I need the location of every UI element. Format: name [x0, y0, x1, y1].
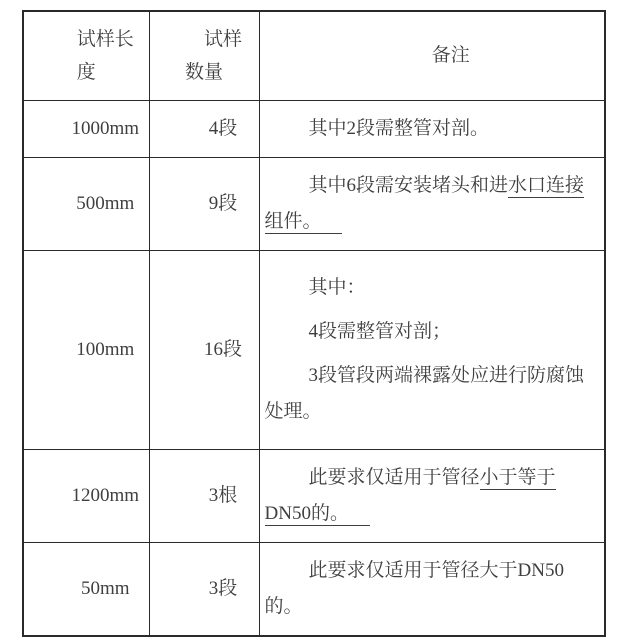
header-remarks — [259, 11, 605, 100]
header-line: 备注 — [431, 45, 470, 67]
underlined-text: 水口连接 — [508, 174, 585, 196]
remark-paragraph — [265, 111, 600, 147]
remark-text: 其中2段需整管对剖。 — [308, 117, 490, 139]
table-header — [23, 11, 605, 100]
remark-paragraph — [265, 270, 600, 306]
length-cell: 100mm — [23, 250, 149, 449]
remarks-cell — [259, 100, 605, 157]
table-row — [23, 449, 605, 542]
remarks-cell — [259, 542, 605, 636]
table-row — [23, 542, 605, 636]
header-line: 试样 — [203, 28, 242, 50]
remark-paragraph — [265, 553, 600, 625]
table-body — [23, 100, 605, 636]
header-sample-length — [23, 11, 149, 100]
remark-text: 其中6段需安装堵头和进 — [308, 174, 509, 196]
count-cell: 16段 — [149, 250, 259, 449]
header-line: 度 — [76, 61, 96, 83]
remark-text: 的。 — [264, 595, 303, 617]
remarks-cell — [259, 449, 605, 542]
length-cell: 1200mm — [23, 449, 149, 542]
remark-text: 处理。 — [264, 400, 322, 422]
remarks-cell — [259, 250, 605, 449]
remark-text: 4段需整管对剖； — [308, 320, 452, 342]
remark-text: 3段管段两端裸露处应进行防腐蚀 — [308, 364, 585, 386]
count-cell: 4段 — [149, 100, 259, 157]
underlined-text: 组件。 — [265, 211, 343, 234]
remark-text: 其中： — [308, 276, 366, 298]
remark-text: 此要求仅适用于管径大于DN50 — [308, 559, 564, 581]
remark-text: 此要求仅适用于管径 — [308, 466, 480, 488]
remark-paragraph — [265, 460, 600, 532]
header-line: 数量 — [184, 61, 223, 83]
remark-paragraph — [265, 168, 600, 240]
remarks-cell — [259, 157, 605, 250]
table-row — [23, 250, 605, 449]
underlined-text: 小于等于 — [479, 466, 556, 488]
table-row — [23, 100, 605, 157]
table-row — [23, 157, 605, 250]
sample-spec-table — [22, 10, 606, 637]
length-cell: 1000mm — [23, 100, 149, 157]
length-cell: 50mm — [23, 542, 149, 636]
count-cell: 3根 — [149, 449, 259, 542]
header-sample-count — [149, 11, 259, 100]
underlined-text: DN50的。 — [265, 503, 370, 526]
length-cell: 500mm — [23, 157, 149, 250]
count-cell: 9段 — [149, 157, 259, 250]
header-row — [23, 11, 605, 100]
count-cell: 3段 — [149, 542, 259, 636]
remark-paragraph — [265, 358, 600, 430]
header-line: 试样长 — [76, 28, 134, 50]
remark-paragraph — [265, 314, 600, 350]
